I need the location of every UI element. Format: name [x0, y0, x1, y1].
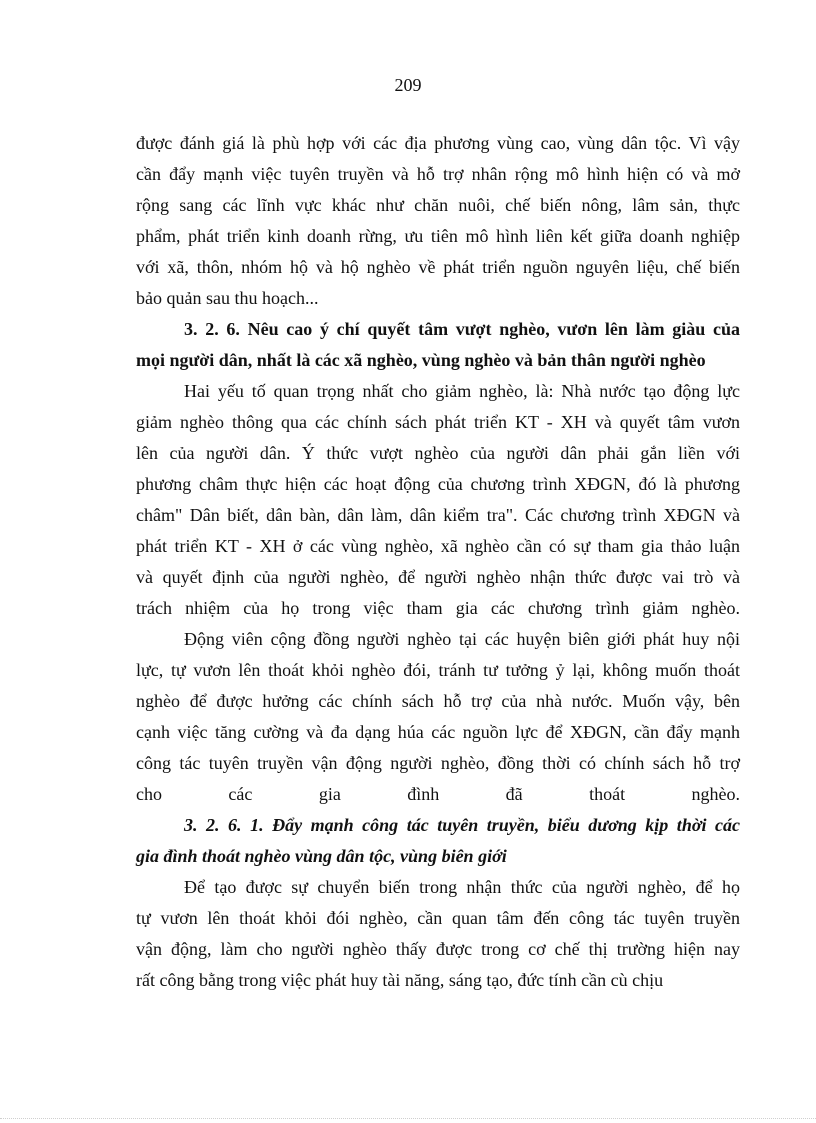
text-line: tự vươn lên thoát khỏi đói nghèo, cần quan tâm đến công tác tuyên truyền	[136, 908, 740, 928]
text-line: giảm nghèo thông qua các chính sách phát triển KT - XH và quyết tâm vươn	[136, 412, 740, 432]
text-line: được đánh giá là phù hợp với các địa phương vùng cao, vùng dân tộc. Vì vậy	[136, 133, 740, 153]
text-line: rất công bằng trong việc phát huy tài năng, sáng tạo, đức tính cần cù chịu	[136, 970, 664, 990]
text-line: phẩm, phát triển kinh doanh rừng, ưu tiên mô hình liên kết giữa doanh nghiệp	[136, 226, 740, 246]
text-line: công tác tuyên truyền vận động người nghèo, đồng thời có chính sách hỗ trợ	[136, 753, 740, 773]
document-body	[136, 128, 740, 996]
text-line: Hai yếu tố quan trọng nhất cho giảm nghèo, là: Nhà nước tạo động lực	[184, 381, 740, 401]
text-line: lực, tự vươn lên thoát khỏi nghèo đói, tránh tư tưởng ỷ lại, không muốn thoát	[136, 660, 740, 680]
text-line: và quyết định của người nghèo, để người nghèo nhận thức được vai trò và	[136, 567, 740, 587]
text-line: cần đẩy mạnh việc tuyên truyền và hỗ trợ nhân rộng mô hình hiện có và mở	[136, 164, 740, 184]
text-line: với xã, thôn, nhóm hộ và hộ nghèo về phát triển nguồn nguyên liệu, chế biến	[136, 257, 740, 277]
text-line: nghèo để được hưởng các chính sách hỗ trợ của nhà nước. Muốn vậy, bên	[136, 691, 740, 711]
paragraph-4	[136, 872, 740, 996]
section-heading-3-2-6	[136, 314, 740, 376]
text-line: cho các gia đình đã thoát nghèo.	[136, 784, 740, 804]
heading-line: 3. 2. 6. 1. Đẩy mạnh công tác tuyên truyền, biểu dương kịp thời các	[184, 815, 740, 835]
text-line: Để tạo được sự chuyển biến trong nhận thức của người nghèo, để họ	[184, 877, 740, 897]
page-bottom-border	[0, 1118, 816, 1119]
heading-line: 3. 2. 6. Nêu cao ý chí quyết tâm vượt nghèo, vươn lên làm giàu của	[184, 319, 740, 339]
text-line: trách nhiệm của họ trong việc tham gia các chương trình giảm nghèo.	[136, 598, 740, 618]
text-line: Động viên cộng đồng người nghèo tại các huyện biên giới phát huy nội	[184, 629, 740, 649]
text-line: lên của người dân. Ý thức vượt nghèo của người dân phải gắn liền với	[136, 443, 740, 463]
page-number: 209	[394, 75, 422, 95]
paragraph-2	[136, 376, 740, 624]
text-line: bảo quản sau thu hoạch...	[136, 288, 319, 308]
text-line: châm" Dân biết, dân bàn, dân làm, dân kiểm tra". Các chương trình XĐGN và	[136, 505, 740, 525]
text-line: phát triển KT - XH ở các vùng nghèo, xã nghèo cần có sự tham gia thảo luận	[136, 536, 740, 556]
paragraph-1	[136, 128, 740, 314]
heading-line: gia đình thoát nghèo vùng dân tộc, vùng biên giới	[136, 846, 507, 866]
text-line: cạnh việc tăng cường và đa dạng húa các nguồn lực để XĐGN, cần đẩy mạnh	[136, 722, 740, 742]
text-line: phương châm thực hiện các hoạt động của chương trình XĐGN, đó là phương	[136, 474, 740, 494]
text-line: rộng sang các lĩnh vực khác như chăn nuôi, chế biến nông, lâm sản, thực	[136, 195, 740, 215]
paragraph-3	[136, 624, 740, 810]
section-heading-3-2-6-1	[136, 810, 740, 872]
text-line: vận động, làm cho người nghèo thấy được trong cơ chế thị trường hiện nay	[136, 939, 740, 959]
heading-line: mọi người dân, nhất là các xã nghèo, vùng nghèo và bản thân người nghèo	[136, 350, 706, 370]
